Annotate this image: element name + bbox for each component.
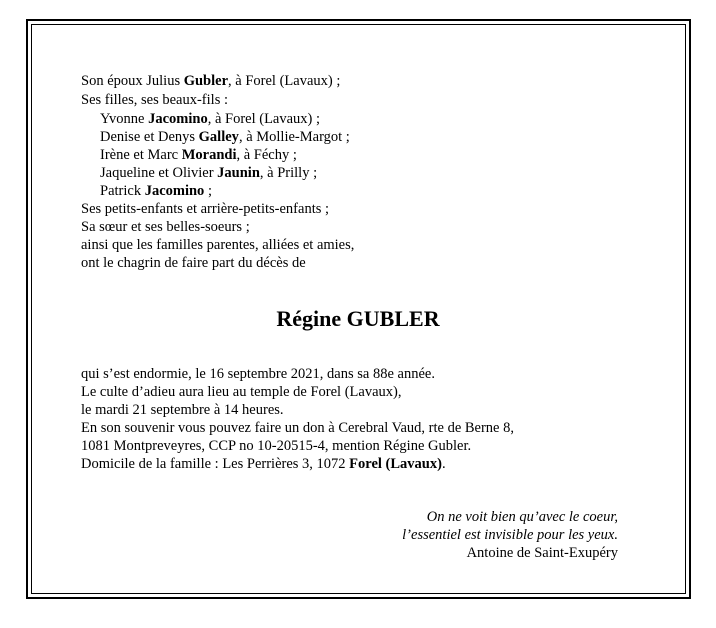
spouse-line: Son époux Julius Gubler, à Forel (Lavaux) ; bbox=[81, 73, 341, 89]
detail-line: qui s’est endormie, le 16 septembre 2021, dans sa 88e année. bbox=[81, 366, 435, 382]
announcement-line: ont le chagrin de faire part du décès de bbox=[81, 255, 306, 271]
child-line: Yvonne Jacomino, à Forel (Lavaux) ; bbox=[100, 111, 321, 127]
detail-line: le mardi 21 septembre à 14 heures. bbox=[81, 402, 284, 418]
grandchildren-line: Ses petits-enfants et arrière-petits-enfants ; bbox=[81, 201, 330, 217]
detail-line: 1081 Montpreveyres, CCP no 10-20515-4, mention Régine Gubler. bbox=[81, 438, 472, 454]
child-line: Denise et Denys Galley, à Mollie-Margot ; bbox=[100, 129, 350, 145]
domicile-line: Domicile de la famille : Les Perrières 3, 1072 Forel (Lavaux). bbox=[81, 456, 446, 472]
detail-line: Le culte d’adieu aura lieu au temple de Forel (Lavaux), bbox=[81, 384, 402, 400]
quote-line-2: l’essentiel est invisible pour les yeux. bbox=[402, 527, 618, 543]
quote-line-1: On ne voit bien qu’avec le coeur, bbox=[426, 509, 618, 525]
detail-line: En son souvenir vous pouvez faire un don à Cerebral Vaud, rte de Berne 8, bbox=[81, 420, 514, 436]
deceased-name: Régine GUBLER bbox=[276, 306, 440, 331]
child-line: Jaqueline et Olivier Jaunin, à Prilly ; bbox=[100, 165, 318, 181]
sister-line: Sa sœur et ses belles-soeurs ; bbox=[81, 219, 250, 235]
child-line: Patrick Jacomino ; bbox=[100, 183, 212, 199]
children-heading: Ses filles, ses beaux-fils : bbox=[81, 92, 228, 108]
families-line: ainsi que les familles parentes, alliées et amies, bbox=[81, 237, 355, 253]
child-line: Irène et Marc Morandi, à Féchy ; bbox=[100, 147, 297, 163]
quote-author: Antoine de Saint-Exupéry bbox=[466, 545, 618, 561]
